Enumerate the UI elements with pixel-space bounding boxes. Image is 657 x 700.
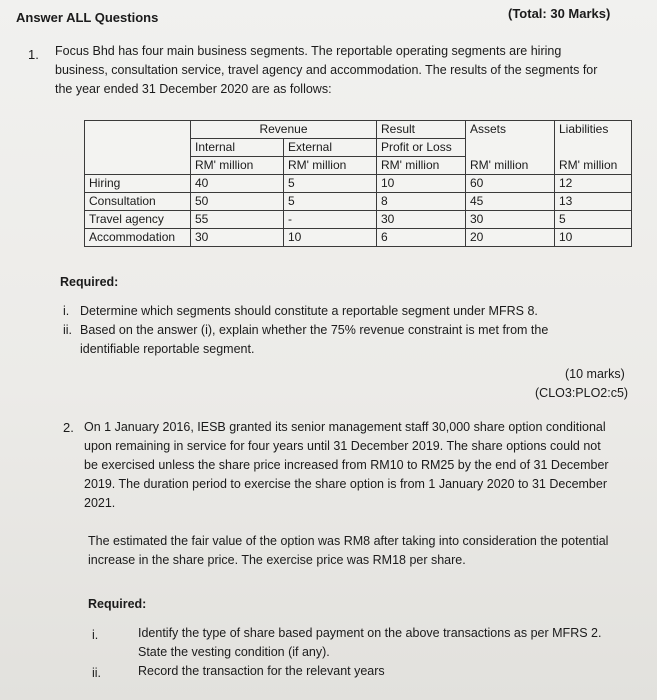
q2-item-text: Record the transaction for the relevant years xyxy=(138,664,385,678)
q1-item-text: Determine which segments should constitute a reportable segment under MFRS 8. xyxy=(80,304,538,318)
total-marks: (Total: 30 Marks) xyxy=(508,6,611,21)
table-cell: 5 xyxy=(555,211,632,229)
table-header-cell: External xyxy=(284,139,377,157)
instruction-heading: Answer ALL Questions xyxy=(16,10,159,25)
table-header-cell xyxy=(466,139,555,157)
table-header-cell xyxy=(85,139,191,157)
q2-item-number: i. xyxy=(92,628,99,642)
q1-item-number: ii. xyxy=(63,323,73,337)
q1-clo: (CLO3:PLO2:c5) xyxy=(535,386,629,400)
q1-item-number: i. xyxy=(63,304,70,318)
question-2-line: The estimated the fair value of the option was RM8 after taking into consideration the potential xyxy=(88,534,609,548)
question-1-line: Focus Bhd has four main business segments. The reportable operating segments are hiring xyxy=(55,44,562,58)
table-cell: 8 xyxy=(377,193,466,211)
question-2-line: On 1 January 2016, IESB granted its senior management staff 30,000 share option conditional xyxy=(84,420,606,434)
table-cell: Travel agency xyxy=(85,211,191,229)
table-cell: 30 xyxy=(466,211,555,229)
q2-item-number: ii. xyxy=(92,666,102,680)
table-cell: 20 xyxy=(466,229,555,247)
q1-required-label: Required: xyxy=(60,275,119,289)
table-cell: 10 xyxy=(377,175,466,193)
q2-required-label: Required: xyxy=(88,597,147,611)
question-2-line: 2021. xyxy=(84,496,116,510)
table-header-cell: RM' million xyxy=(377,157,466,175)
question-1-line: the year ended 31 December 2020 are as follows: xyxy=(55,82,332,96)
question-2-line: 2019. The duration period to exercise the share option is from 1 January 2020 to 31 December xyxy=(84,477,607,491)
table-row xyxy=(85,229,632,247)
table-cell: Consultation xyxy=(85,193,191,211)
table-row xyxy=(85,211,632,229)
table-header-cell: RM' million xyxy=(555,157,632,175)
table-cell: 45 xyxy=(466,193,555,211)
table-cell: 50 xyxy=(191,193,284,211)
table-cell: 60 xyxy=(466,175,555,193)
question-2-line: increase in the share price. The exercise price was RM18 per share. xyxy=(88,553,466,567)
table-header-row xyxy=(85,139,632,157)
table-header-cell: Assets xyxy=(466,121,555,139)
table-header-cell xyxy=(85,121,191,139)
table-cell: 13 xyxy=(555,193,632,211)
table-cell: 12 xyxy=(555,175,632,193)
table-cell: 30 xyxy=(377,211,466,229)
question-1-number: 1. xyxy=(28,47,39,62)
table-cell: 10 xyxy=(555,229,632,247)
table-header-cell xyxy=(85,157,191,175)
table-header-cell: Liabilities xyxy=(555,121,632,139)
q2-item-text: State the vesting condition (if any). xyxy=(138,645,330,659)
table-cell: 5 xyxy=(284,193,377,211)
q1-item-text: Based on the answer (i), explain whether the 75% revenue constraint is met from the xyxy=(80,323,549,337)
table-cell: - xyxy=(284,211,377,229)
question-1-line: business, consultation service, travel agency and accommodation. The results of the segments for xyxy=(55,63,598,77)
table-cell: 10 xyxy=(284,229,377,247)
question-2-line: be exercised unless the share price increased from RM10 to RM25 by the end of 31 December xyxy=(84,458,609,472)
table-header-cell: RM' million xyxy=(466,157,555,175)
table-cell: 55 xyxy=(191,211,284,229)
table-cell: 5 xyxy=(284,175,377,193)
table-cell: Hiring xyxy=(85,175,191,193)
table-cell: Accommodation xyxy=(85,229,191,247)
q1-marks: (10 marks) xyxy=(565,367,625,381)
table-row xyxy=(85,175,632,193)
table-header-cell: RM' million xyxy=(191,157,284,175)
table-header-cell: Profit or Loss xyxy=(377,139,466,157)
table-cell: 6 xyxy=(377,229,466,247)
table-header-cell: RM' million xyxy=(284,157,377,175)
table-header-cell: Internal xyxy=(191,139,284,157)
table-header-row xyxy=(85,121,632,139)
table-header-cell xyxy=(555,139,632,157)
table-header-cell: Revenue xyxy=(191,121,377,139)
table-header-cell: Result xyxy=(377,121,466,139)
q2-item-text: Identify the type of share based payment on the above transactions as per MFRS 2. xyxy=(138,626,602,640)
segment-results-table xyxy=(84,120,632,247)
table-cell: 30 xyxy=(191,229,284,247)
q1-item-text: identifiable reportable segment. xyxy=(80,342,255,356)
question-2-number: 2. xyxy=(63,420,74,435)
table-header-row xyxy=(85,157,632,175)
table-cell: 40 xyxy=(191,175,284,193)
question-2-line: upon remaining in service for four years until 31 December 2019. The share options could not xyxy=(84,439,601,453)
table-row xyxy=(85,193,632,211)
